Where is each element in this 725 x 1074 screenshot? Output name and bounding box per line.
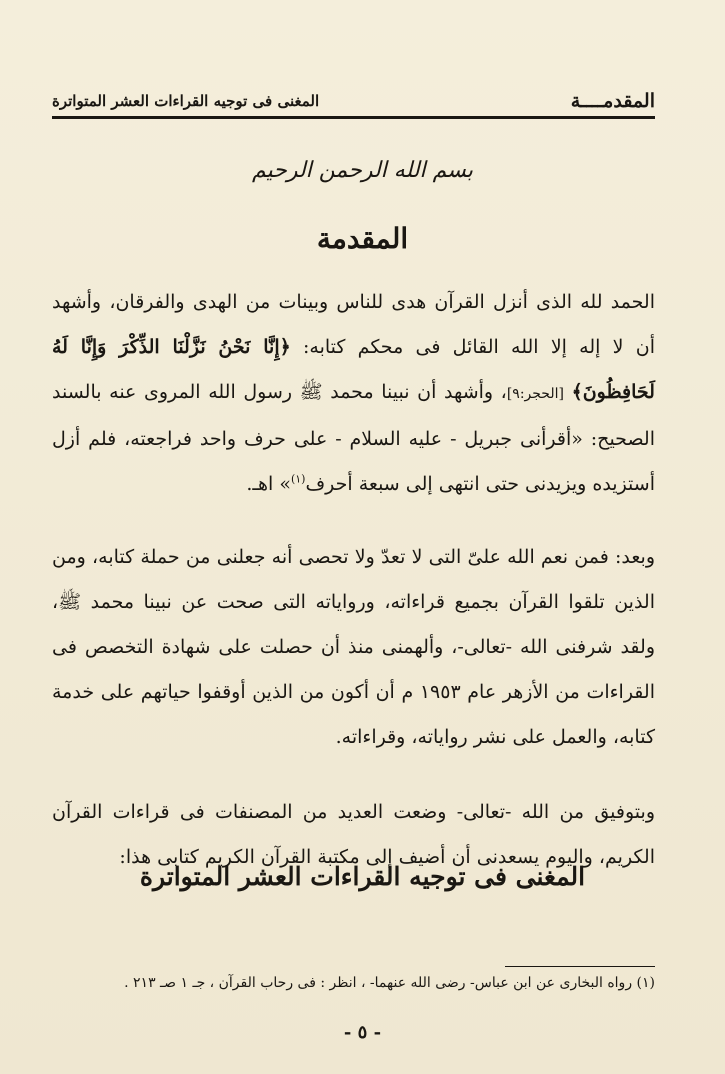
paragraph-opening-text-a: الحمد لله الذى أنزل القرآن هدى للناس وبينات من الهدى والفرقان، وأشهد أن لا إله إلا الله القائل فى محكم كتابه: <box>52 291 655 358</box>
running-header <box>52 88 655 114</box>
header-book-title: المغنى فى توجيه القراءات العشر المتواترة <box>52 92 320 110</box>
footnote-divider <box>505 966 655 967</box>
paragraph-opening-text-b: ، وأشهد أن نبينا محمد ﷺ رسول الله المروى عنه بالسند الصحيح: «أقرأنى جبريل - عليه السلام - على حرف واحد فراجعته، فلم أزل أستزيده ويزيدنى حتى انتهى إلى سبعة أحرف <box>52 381 655 495</box>
quran-reference: [الحجر:٩] <box>506 386 564 402</box>
paragraph-opening-text-c: » اهـ. <box>246 473 291 495</box>
paragraph-second: وبعد: فمن نعم الله علىّ التى لا تعدّ ولا تحصى أنه جعلنى من حملة كتابه، ومن الذين تلقوا القرآن بجميع قراءاته، ورواياته التى صحت عن نبينا محمد ﷺ، ولقد شرفنى الله -تعالى-، وألهمنى منذ أن حصلت على شهادة التخصص فى القراءات من الأزهر عام ١٩٥٣ م أن أكون من الذين أوقفوا حياتهم على خدمة كتابه، والعمل على نشر رواياته، وقراءاته. <box>52 546 655 748</box>
page-number: - ٥ - <box>343 1022 382 1043</box>
page-heading: المقدمة <box>316 222 409 255</box>
footnote: (١) رواه البخارى عن ابن عباس- رضى الله عنهما- ، انظر : فى رحاب القرآن ، جـ ١ صـ ٢١٣ . <box>124 975 655 991</box>
basmala-calligraphy: بسم الله الرحمن الرحيم <box>251 158 474 183</box>
paragraph-third: وبتوفيق من الله -تعالى- وضعت العديد من المصنفات فى قراءات القرآن الكريم، واليوم يسعدنى أن أضيف إلى مكتبة القرآن الكريم كتابى هذا: <box>52 801 655 868</box>
paragraph-opening <box>52 280 655 507</box>
header-rule <box>52 116 655 119</box>
book-title: المغنى فى توجيه القراءات العشر المتواترة <box>139 862 586 891</box>
quran-quote: ﴿إِنَّا نَحْنُ نَزَّلْنَا الذِّكْرَ وَإِنَّا لَهُ لَحَافِظُونَ﴾ <box>52 336 655 403</box>
footnote-marker: (١) <box>290 472 306 486</box>
header-section-title: المقدمــــة <box>570 90 655 112</box>
